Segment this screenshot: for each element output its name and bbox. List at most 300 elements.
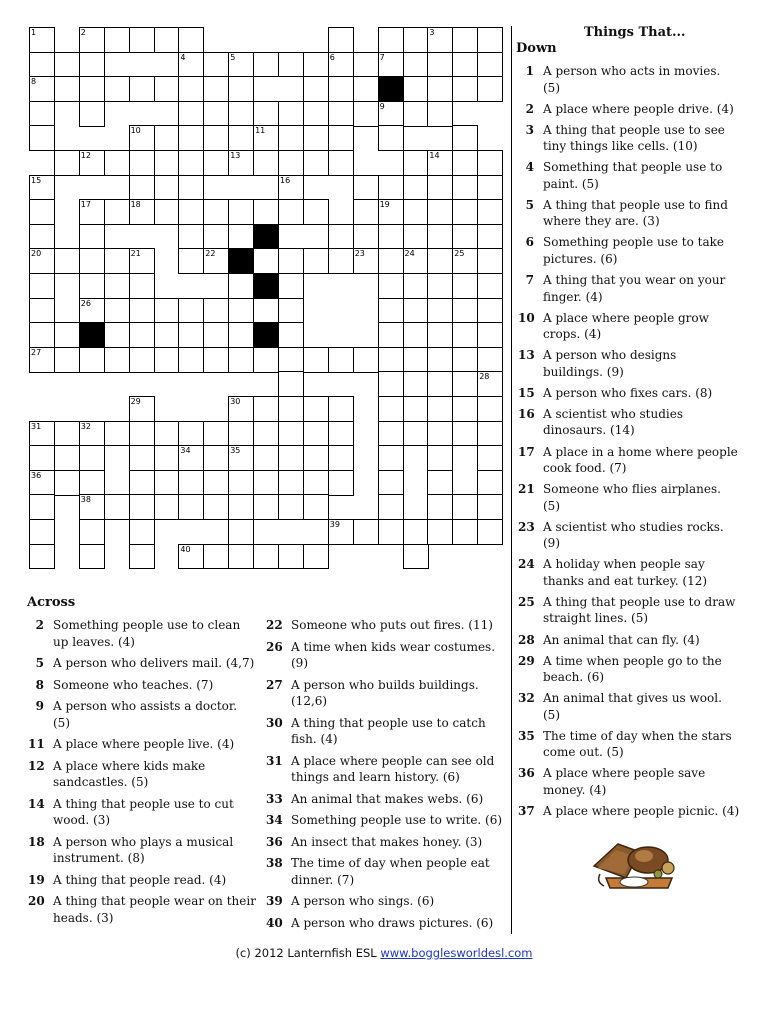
grid-cell[interactable] — [278, 150, 304, 176]
clue-text: A person who sings. (6) — [291, 894, 435, 908]
grid-cell[interactable] — [178, 470, 204, 496]
grid-cell[interactable] — [129, 298, 155, 324]
grid-cell[interactable] — [477, 371, 503, 397]
grid-cell[interactable] — [278, 199, 304, 225]
grid-cell[interactable] — [452, 519, 478, 545]
grid-cell[interactable] — [477, 494, 503, 520]
grid-cell[interactable] — [79, 150, 105, 176]
grid-cell[interactable] — [378, 199, 404, 225]
grid-cell[interactable] — [452, 27, 478, 53]
black-cell — [228, 248, 254, 274]
grid-cell[interactable] — [29, 494, 55, 520]
grid-cell[interactable] — [278, 347, 304, 373]
grid-cell[interactable] — [203, 470, 229, 496]
grid-cell[interactable] — [228, 470, 254, 496]
grid-cell[interactable] — [104, 347, 130, 373]
grid-cell[interactable] — [403, 76, 429, 102]
grid-cell[interactable] — [278, 322, 304, 348]
grid-cell[interactable] — [178, 224, 204, 250]
grid-cell[interactable] — [129, 175, 155, 201]
grid-cell[interactable] — [427, 347, 453, 373]
grid-cell[interactable] — [253, 248, 279, 274]
grid-cell[interactable] — [104, 494, 130, 520]
grid-cell[interactable] — [278, 494, 304, 520]
grid-cell[interactable] — [203, 298, 229, 324]
grid-cell[interactable] — [228, 396, 254, 422]
grid-cell[interactable] — [203, 544, 229, 570]
grid-cell[interactable] — [403, 322, 429, 348]
grid-cell[interactable] — [378, 224, 404, 250]
grid-cell[interactable] — [477, 421, 503, 447]
grid-cell[interactable] — [353, 224, 379, 250]
grid-cell[interactable] — [253, 421, 279, 447]
grid-cell[interactable] — [79, 52, 105, 78]
grid-cell[interactable] — [129, 421, 155, 447]
grid-cell[interactable] — [228, 273, 254, 299]
clue-text: A thing that people read. (4) — [53, 872, 227, 887]
grid-cell[interactable] — [129, 76, 155, 102]
grid-cell[interactable] — [403, 101, 429, 127]
grid-cell[interactable] — [79, 421, 105, 447]
grid-cell[interactable] — [203, 322, 229, 348]
grid-cell[interactable] — [203, 445, 229, 471]
grid-cell[interactable] — [104, 76, 130, 102]
grid-cell[interactable] — [452, 371, 478, 397]
grid-cell[interactable] — [79, 494, 105, 520]
grid-cell[interactable] — [54, 52, 80, 78]
grid-cell[interactable] — [253, 544, 279, 570]
grid-cell[interactable] — [228, 199, 254, 225]
grid-cell[interactable] — [378, 371, 404, 397]
grid-cell[interactable] — [378, 494, 404, 520]
grid-cell[interactable] — [378, 322, 404, 348]
grid-cell[interactable] — [228, 494, 254, 520]
clue-item — [518, 594, 740, 627]
grid-cell[interactable] — [129, 544, 155, 570]
grid-cell[interactable] — [477, 76, 503, 102]
grid-cell[interactable] — [79, 27, 105, 53]
grid-cell[interactable] — [129, 248, 155, 274]
grid-cell[interactable] — [54, 322, 80, 348]
grid-cell[interactable] — [353, 101, 379, 127]
grid-cell[interactable] — [154, 298, 180, 324]
grid-cell[interactable] — [403, 298, 429, 324]
grid-cell[interactable] — [452, 494, 478, 520]
grid-cell[interactable] — [29, 273, 55, 299]
grid-cell[interactable] — [303, 125, 329, 151]
grid-cell[interactable] — [203, 125, 229, 151]
grid-cell[interactable] — [427, 396, 453, 422]
grid-cell[interactable] — [278, 273, 304, 299]
grid-cell[interactable] — [253, 347, 279, 373]
grid-cell[interactable] — [203, 76, 229, 102]
grid-cell[interactable] — [154, 125, 180, 151]
grid-cell[interactable] — [403, 150, 429, 176]
grid-cell[interactable] — [203, 494, 229, 520]
grid-cell[interactable] — [278, 445, 304, 471]
grid-cell[interactable] — [29, 224, 55, 250]
grid-cell[interactable] — [178, 322, 204, 348]
grid-cell[interactable] — [29, 445, 55, 471]
grid-cell[interactable] — [452, 52, 478, 78]
grid-cell[interactable] — [203, 150, 229, 176]
grid-cell[interactable] — [54, 248, 80, 274]
grid-cell[interactable] — [353, 248, 379, 274]
grid-cell[interactable] — [154, 150, 180, 176]
grid-cell[interactable] — [178, 76, 204, 102]
grid-cell[interactable] — [79, 347, 105, 373]
grid-cell[interactable] — [203, 347, 229, 373]
grid-cell[interactable] — [278, 248, 304, 274]
grid-cell[interactable] — [54, 421, 80, 447]
grid-cell[interactable] — [303, 470, 329, 496]
grid-cell[interactable] — [154, 27, 180, 53]
grid-cell[interactable] — [427, 101, 453, 127]
grid-cell[interactable] — [328, 224, 354, 250]
grid-cell[interactable] — [228, 52, 254, 78]
grid-cell[interactable] — [178, 298, 204, 324]
grid-cell[interactable] — [403, 421, 429, 447]
grid-cell[interactable] — [477, 298, 503, 324]
grid-cell[interactable] — [203, 52, 229, 78]
grid-cell[interactable] — [303, 421, 329, 447]
grid-cell[interactable] — [477, 150, 503, 176]
grid-cell[interactable] — [452, 150, 478, 176]
grid-cell[interactable] — [29, 322, 55, 348]
grid-cell[interactable] — [228, 445, 254, 471]
grid-cell[interactable] — [427, 421, 453, 447]
grid-cell[interactable] — [303, 494, 329, 520]
grid-cell[interactable] — [477, 175, 503, 201]
grid-cell[interactable] — [353, 175, 379, 201]
grid-cell[interactable] — [403, 371, 429, 397]
grid-cell[interactable] — [29, 248, 55, 274]
grid-cell[interactable] — [452, 76, 478, 102]
grid-cell[interactable] — [79, 298, 105, 324]
grid-cell[interactable] — [129, 322, 155, 348]
grid-cell[interactable] — [29, 76, 55, 102]
grid-cell[interactable] — [129, 494, 155, 520]
grid-cell[interactable] — [378, 248, 404, 274]
grid-cell[interactable] — [104, 421, 130, 447]
grid-cell[interactable] — [79, 76, 105, 102]
grid-cell[interactable] — [253, 470, 279, 496]
grid-cell[interactable] — [178, 150, 204, 176]
grid-cell[interactable] — [154, 494, 180, 520]
grid-cell[interactable] — [403, 273, 429, 299]
grid-cell[interactable] — [328, 445, 354, 471]
grid-cell[interactable] — [104, 298, 130, 324]
grid-cell[interactable] — [403, 199, 429, 225]
clue-item — [518, 159, 740, 192]
clue-text: A place where people live. (4) — [53, 737, 235, 751]
grid-cell[interactable] — [129, 150, 155, 176]
grid-cell[interactable] — [129, 273, 155, 299]
grid-cell[interactable] — [403, 519, 429, 545]
grid-cell[interactable] — [328, 347, 354, 373]
grid-cell[interactable] — [303, 199, 329, 225]
grid-cell[interactable] — [278, 396, 304, 422]
grid-cell[interactable] — [353, 52, 379, 78]
grid-cell[interactable] — [477, 347, 503, 373]
grid-cell[interactable] — [253, 52, 279, 78]
grid-cell[interactable] — [427, 273, 453, 299]
grid-cell[interactable] — [79, 519, 105, 545]
grid-cell[interactable] — [378, 125, 404, 151]
grid-cell[interactable] — [403, 248, 429, 274]
grid-cell[interactable] — [403, 27, 429, 53]
grid-cell[interactable] — [378, 421, 404, 447]
grid-cell[interactable] — [278, 298, 304, 324]
grid-cell[interactable] — [303, 76, 329, 102]
grid-cell[interactable] — [178, 125, 204, 151]
grid-cell[interactable] — [477, 396, 503, 422]
grid-cell[interactable] — [303, 396, 329, 422]
grid-cell[interactable] — [477, 273, 503, 299]
grid-cell[interactable] — [104, 199, 130, 225]
grid-cell[interactable] — [228, 101, 254, 127]
grid-cell[interactable] — [29, 470, 55, 496]
grid-cell[interactable] — [328, 52, 354, 78]
grid-cell[interactable] — [154, 199, 180, 225]
grid-cell[interactable] — [154, 76, 180, 102]
grid-cell[interactable] — [228, 519, 254, 545]
grid-cell[interactable] — [129, 125, 155, 151]
grid-cell[interactable] — [129, 396, 155, 422]
grid-cell[interactable] — [328, 27, 354, 53]
grid-cell[interactable] — [452, 273, 478, 299]
grid-cell[interactable] — [253, 101, 279, 127]
grid-cell[interactable] — [228, 347, 254, 373]
grid-cell[interactable] — [228, 421, 254, 447]
grid-cell[interactable] — [278, 101, 304, 127]
grid-cell[interactable] — [253, 125, 279, 151]
grid-cell[interactable] — [228, 125, 254, 151]
grid-cell[interactable] — [477, 248, 503, 274]
grid-cell[interactable] — [403, 52, 429, 78]
grid-cell[interactable] — [328, 519, 354, 545]
grid-cell[interactable] — [353, 519, 379, 545]
grid-cell[interactable] — [203, 199, 229, 225]
grid-cell[interactable] — [427, 371, 453, 397]
grid-cell[interactable] — [154, 470, 180, 496]
grid-cell[interactable] — [403, 224, 429, 250]
grid-cell[interactable] — [378, 27, 404, 53]
grid-cell[interactable] — [228, 150, 254, 176]
grid-cell[interactable] — [328, 421, 354, 447]
grid-cell[interactable] — [427, 298, 453, 324]
website-link[interactable]: www.bogglesworldesl.com — [380, 946, 533, 960]
grid-cell[interactable] — [178, 101, 204, 127]
grid-cell[interactable] — [178, 445, 204, 471]
grid-cell[interactable] — [154, 322, 180, 348]
grid-cell[interactable] — [303, 150, 329, 176]
grid-cell[interactable] — [29, 27, 55, 53]
grid-cell[interactable] — [278, 544, 304, 570]
grid-cell[interactable] — [29, 175, 55, 201]
grid-cell[interactable] — [427, 150, 453, 176]
grid-cell[interactable] — [353, 76, 379, 102]
grid-cell[interactable] — [303, 248, 329, 274]
grid-cell[interactable] — [452, 421, 478, 447]
grid-cell[interactable] — [378, 470, 404, 496]
grid-cell[interactable] — [253, 298, 279, 324]
grid-cell[interactable] — [79, 101, 105, 127]
grid-cell[interactable] — [178, 52, 204, 78]
clue-number: 23 — [354, 249, 365, 259]
grid-cell[interactable] — [477, 519, 503, 545]
grid-cell[interactable] — [228, 76, 254, 102]
grid-cell[interactable] — [403, 347, 429, 373]
grid-cell[interactable] — [29, 125, 55, 151]
grid-cell[interactable] — [278, 175, 304, 201]
grid-cell[interactable] — [29, 544, 55, 570]
grid-cell[interactable] — [328, 396, 354, 422]
grid-cell[interactable] — [427, 76, 453, 102]
grid-cell[interactable] — [427, 224, 453, 250]
grid-cell[interactable] — [427, 445, 453, 471]
grid-cell[interactable] — [79, 199, 105, 225]
grid-cell[interactable] — [178, 494, 204, 520]
grid-cell[interactable] — [178, 347, 204, 373]
grid-cell[interactable] — [79, 273, 105, 299]
grid-cell[interactable] — [328, 101, 354, 127]
grid-cell[interactable] — [353, 347, 379, 373]
grid-cell[interactable] — [427, 322, 453, 348]
grid-cell[interactable] — [427, 27, 453, 53]
grid-cell[interactable] — [303, 52, 329, 78]
grid-cell[interactable] — [353, 199, 379, 225]
grid-cell[interactable] — [452, 347, 478, 373]
grid-cell[interactable] — [104, 322, 130, 348]
grid-cell[interactable] — [477, 199, 503, 225]
grid-cell[interactable] — [328, 248, 354, 274]
grid-cell[interactable] — [104, 150, 130, 176]
grid-cell[interactable] — [29, 101, 55, 127]
grid-cell[interactable] — [129, 445, 155, 471]
grid-cell[interactable] — [253, 396, 279, 422]
grid-cell[interactable] — [104, 27, 130, 53]
grid-cell[interactable] — [477, 224, 503, 250]
grid-cell[interactable] — [278, 371, 304, 397]
grid-cell[interactable] — [54, 347, 80, 373]
grid-cell[interactable] — [154, 347, 180, 373]
grid-cell[interactable] — [427, 248, 453, 274]
grid-cell[interactable] — [378, 519, 404, 545]
grid-cell[interactable] — [378, 273, 404, 299]
grid-cell[interactable] — [427, 52, 453, 78]
grid-cell[interactable] — [178, 248, 204, 274]
grid-cell[interactable] — [253, 199, 279, 225]
grid-cell[interactable] — [253, 494, 279, 520]
grid-cell[interactable] — [378, 347, 404, 373]
grid-cell[interactable] — [328, 125, 354, 151]
grid-cell[interactable] — [278, 470, 304, 496]
grid-cell[interactable] — [477, 27, 503, 53]
grid-cell[interactable] — [427, 470, 453, 496]
grid-cell[interactable] — [178, 421, 204, 447]
grid-cell[interactable] — [328, 150, 354, 176]
grid-cell[interactable] — [477, 470, 503, 496]
grid-cell[interactable] — [154, 421, 180, 447]
grid-cell[interactable] — [203, 421, 229, 447]
grid-cell[interactable] — [427, 519, 453, 545]
grid-cell[interactable] — [29, 347, 55, 373]
grid-cell[interactable] — [129, 27, 155, 53]
grid-cell[interactable] — [477, 445, 503, 471]
grid-cell[interactable] — [29, 298, 55, 324]
grid-cell[interactable] — [129, 470, 155, 496]
grid-cell[interactable] — [427, 175, 453, 201]
grid-cell[interactable] — [228, 298, 254, 324]
grid-cell[interactable] — [427, 494, 453, 520]
grid-cell[interactable] — [29, 199, 55, 225]
grid-cell[interactable] — [278, 52, 304, 78]
grid-cell[interactable] — [129, 199, 155, 225]
grid-cell[interactable] — [403, 544, 429, 570]
grid-cell[interactable] — [253, 150, 279, 176]
grid-cell[interactable] — [452, 125, 478, 151]
grid-cell[interactable] — [79, 248, 105, 274]
grid-cell[interactable] — [79, 470, 105, 496]
grid-cell[interactable] — [178, 175, 204, 201]
grid-cell[interactable] — [278, 125, 304, 151]
grid-cell[interactable] — [129, 347, 155, 373]
grid-cell[interactable] — [452, 322, 478, 348]
grid-cell[interactable] — [452, 298, 478, 324]
grid-cell[interactable] — [452, 248, 478, 274]
grid-cell[interactable] — [378, 445, 404, 471]
grid-cell[interactable] — [54, 150, 80, 176]
grid-cell[interactable] — [54, 470, 80, 496]
grid-cell[interactable] — [452, 199, 478, 225]
grid-cell[interactable] — [403, 175, 429, 201]
grid-cell[interactable] — [79, 224, 105, 250]
grid-cell[interactable] — [278, 421, 304, 447]
grid-cell[interactable] — [104, 248, 130, 274]
grid-cell[interactable] — [303, 347, 329, 373]
grid-cell[interactable] — [29, 52, 55, 78]
grid-cell[interactable] — [378, 396, 404, 422]
grid-cell[interactable] — [79, 544, 105, 570]
grid-cell[interactable] — [178, 544, 204, 570]
grid-cell[interactable] — [378, 101, 404, 127]
grid-cell[interactable] — [228, 322, 254, 348]
grid-cell[interactable] — [477, 322, 503, 348]
grid-cell[interactable] — [29, 421, 55, 447]
grid-cell[interactable] — [29, 519, 55, 545]
grid-cell[interactable] — [203, 101, 229, 127]
grid-cell[interactable] — [253, 445, 279, 471]
grid-cell[interactable] — [54, 76, 80, 102]
grid-cell[interactable] — [203, 248, 229, 274]
clue-item — [266, 834, 506, 851]
grid-cell[interactable] — [79, 445, 105, 471]
grid-cell[interactable] — [477, 52, 503, 78]
grid-cell[interactable] — [228, 224, 254, 250]
grid-cell[interactable] — [378, 52, 404, 78]
grid-cell[interactable] — [378, 175, 404, 201]
grid-cell[interactable] — [228, 544, 254, 570]
grid-cell[interactable] — [378, 298, 404, 324]
grid-cell[interactable] — [303, 544, 329, 570]
grid-cell[interactable] — [178, 27, 204, 53]
grid-cell[interactable] — [178, 199, 204, 225]
grid-cell[interactable] — [129, 519, 155, 545]
grid-cell[interactable] — [303, 445, 329, 471]
grid-cell[interactable] — [328, 470, 354, 496]
grid-cell[interactable] — [427, 199, 453, 225]
